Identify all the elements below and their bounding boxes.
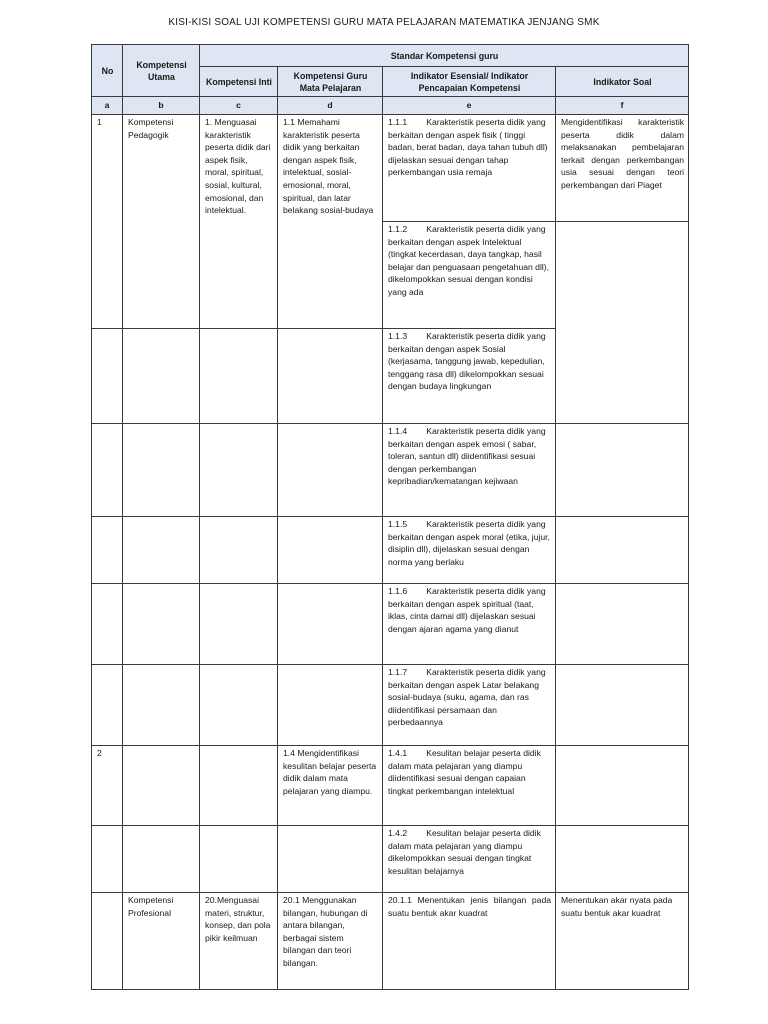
indikator-esensial-cell: 1.1.4 Karakteristik peserta didik yang berkaitan dengan aspek emosi ( sabar, toleran, santun dll) diidentifikasi sesuai dengan perkembangan kepribadian/kematangan kejiwaan — [383, 424, 556, 517]
indikator-soal-cell — [556, 584, 689, 665]
column-letter: c — [200, 97, 278, 115]
indikator-esensial-cell: 1.1.3 Karakteristik peserta didik yang berkaitan dengan aspek Sosial (kerjasama, tanggung jawab, kepedulian, tenggang rasa dll) dikelompokkan sesuai dengan budaya lingkungan — [383, 329, 556, 424]
row-number — [92, 584, 123, 665]
indikator-soal-cell — [556, 222, 689, 424]
kompetensi-guru-cell — [278, 584, 383, 665]
header-kompetensi-utama: Kompetensi Utama — [123, 45, 200, 97]
kompetensi-utama-cell: Kompetensi Pedagogik — [123, 115, 200, 329]
column-letter: d — [278, 97, 383, 115]
kompetensi-utama-cell — [123, 584, 200, 665]
kompetensi-guru-cell — [278, 665, 383, 746]
kompetensi-utama-cell — [123, 665, 200, 746]
header-indikator-soal: Indikator Soal — [556, 67, 689, 97]
kompetensi-guru-cell: 20.1 Menggunakan bilangan, hubungan di antara bilangan, berbagai sistem bilangan dan teori bilangan. — [278, 893, 383, 990]
row-number — [92, 517, 123, 584]
table-row — [92, 893, 689, 990]
indikator-esensial-cell: 1.1.6 Karakteristik peserta didik yang berkaitan dengan aspek spiritual (taat, iklas, cinta damai dll) dijelaskan sesuai dengan ajaran agama yang dianut — [383, 584, 556, 665]
header-row-1 — [92, 45, 689, 67]
indikator-soal-cell — [556, 665, 689, 746]
document-title: KISI-KISI SOAL UJI KOMPETENSI GURU MATA PELAJARAN MATEMATIKA JENJANG SMK — [168, 17, 600, 28]
header-kompetensi-inti: Kompetensi Inti — [200, 67, 278, 97]
kisi-kisi-table — [91, 44, 689, 990]
kompetensi-inti-cell — [200, 517, 278, 584]
kompetensi-inti-cell — [200, 329, 278, 424]
row-number — [92, 826, 123, 893]
table-row — [92, 665, 689, 746]
table-row — [92, 584, 689, 665]
indikator-esensial-cell: 20.1.1 Menentukan jenis bilangan pada suatu bentuk akar kuadrat — [383, 893, 556, 990]
table-row — [92, 424, 689, 517]
indikator-esensial-cell: 1.1.1 Karakteristik peserta didik yang berkaitan dengan aspek fisik ( tinggi badan, berat badan, daya tahan tubuh dll) dijelaskan sesuai dengan tahap perkembangan usia remaja — [383, 115, 556, 222]
kompetensi-inti-cell — [200, 826, 278, 893]
header-no: No — [92, 45, 123, 97]
indikator-soal-cell: Menentukan akar nyata pada suatu bentuk akar kuadrat — [556, 893, 689, 990]
indikator-soal-cell: Mengidentifikasi karakteristik peserta didik dalam melaksanakan pembelajaran terkait dengan perkembangan usia sesuai dengan teori perkembangan dari Piaget — [556, 115, 689, 222]
indikator-soal-cell — [556, 517, 689, 584]
column-letter: e — [383, 97, 556, 115]
header-standar-kompetensi: Standar Kompetensi guru — [200, 45, 689, 67]
kompetensi-guru-cell — [278, 329, 383, 424]
column-letter: a — [92, 97, 123, 115]
kompetensi-utama-cell — [123, 826, 200, 893]
kompetensi-utama-cell — [123, 517, 200, 584]
indikator-esensial-cell: 1.1.5 Karakteristik peserta didik yang berkaitan dengan aspek moral (etika, jujur, disiplin dll), dijelaskan sesuai dengan norma yang berlaku — [383, 517, 556, 584]
row-number — [92, 893, 123, 990]
kompetensi-guru-cell — [278, 826, 383, 893]
row-number — [92, 424, 123, 517]
indikator-soal-cell — [556, 424, 689, 517]
header-indikator-esensial: Indikator Esensial/ Indikator Pencapaian Kompetensi — [383, 67, 556, 97]
column-letter-row — [92, 97, 689, 115]
column-letter: f — [556, 97, 689, 115]
kompetensi-utama-cell — [123, 424, 200, 517]
kompetensi-utama-cell — [123, 746, 200, 826]
kompetensi-inti-cell — [200, 746, 278, 826]
row-number: 2 — [92, 746, 123, 826]
kompetensi-inti-cell — [200, 584, 278, 665]
table-row — [92, 115, 689, 222]
indikator-esensial-cell: 1.4.1 Kesulitan belajar peserta didik dalam mata pelajaran yang diampu diidentifikasi sesuai dengan capaian tingkat perkembangan intelektual — [383, 746, 556, 826]
indikator-esensial-cell: 1.1.2 Karakteristik peserta didik yang berkaitan dengan aspek Intelektual (tingkat kecerdasan, daya tangkap, hasil belajar dan penguasaan pengetahuan dll), dikelompokkan sesuai dengan kondisi yang ada — [383, 222, 556, 329]
kompetensi-inti-cell: 1. Menguasai karakteristik peserta didik dari aspek fisik, moral, spiritual, sosial, kultural, emosional, dan intelektual. — [200, 115, 278, 329]
kompetensi-utama-cell — [123, 329, 200, 424]
header-kompetensi-guru: Kompetensi Guru Mata Pelajaran — [278, 67, 383, 97]
kompetensi-guru-cell — [278, 517, 383, 584]
row-number: 1 — [92, 115, 123, 329]
indikator-esensial-cell: 1.1.7 Karakteristik peserta didik yang berkaitan dengan aspek Latar belakang sosial-budaya (suku, agama, dan ras diidentifikasi persamaan dan perbedaannya — [383, 665, 556, 746]
table-row — [92, 746, 689, 826]
kompetensi-utama-cell: Kompetensi Profesional — [123, 893, 200, 990]
table-row — [92, 517, 689, 584]
kompetensi-inti-cell — [200, 665, 278, 746]
kompetensi-inti-cell: 20.Menguasai materi, struktur, konsep, dan pola pikir keilmuan — [200, 893, 278, 990]
indikator-esensial-cell: 1.4.2 Kesulitan belajar peserta didik dalam mata pelajaran yang diampu dikelompokkan sesuai dengan tingkat kesulitan belajarnya — [383, 826, 556, 893]
kompetensi-guru-cell: 1.4 Mengidentifikasi kesulitan belajar peserta didik dalam mata pelajaran yang diampu. — [278, 746, 383, 826]
row-number — [92, 665, 123, 746]
column-letter: b — [123, 97, 200, 115]
indikator-soal-cell — [556, 826, 689, 893]
row-number — [92, 329, 123, 424]
kompetensi-guru-cell — [278, 424, 383, 517]
kompetensi-inti-cell — [200, 424, 278, 517]
kompetensi-guru-cell: 1.1 Memahami karakteristik peserta didik yang berkaitan dengan aspek fisik, intelektual, sosial-emosional, moral, spiritual, dan latar belakang sosial-budaya — [278, 115, 383, 329]
indikator-soal-cell — [556, 746, 689, 826]
table-row — [92, 826, 689, 893]
